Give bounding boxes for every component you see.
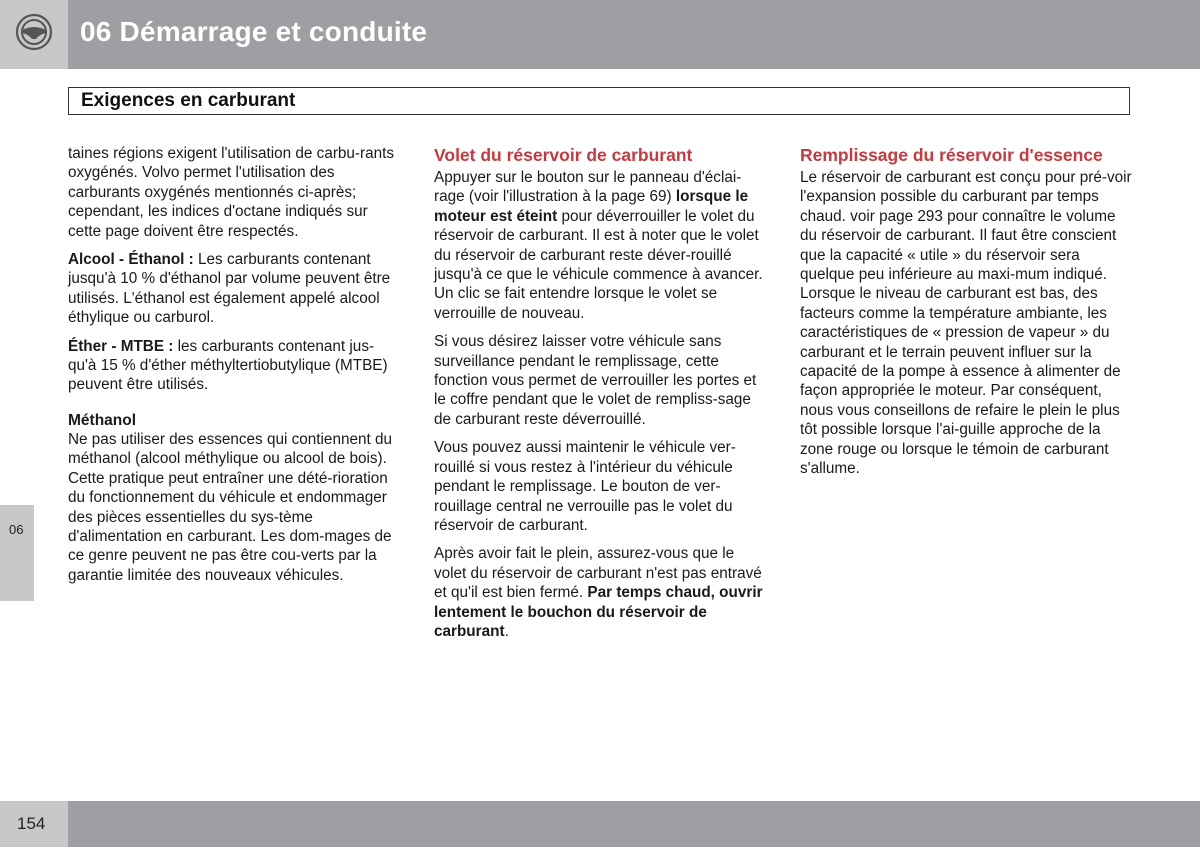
text-column-3 <box>800 144 1132 488</box>
paragraph: Ne pas utiliser des essences qui contiennent du méthanol (alcool méthylique ou alcool de bois). Cette pratique peut entraîner une dété-rioration du fonctionnement du véhicule et endommager des pièces essentielles du sys-tème d'alimentation en carburant. Les dom-mages de ce genre peuvent ne pas être cou-verts par la garantie limitée des nouveaux véhicules. <box>68 430 392 584</box>
bold-warning: Par temps chaud, ouvrir lentement le bouchon du réservoir de carburant <box>434 584 763 640</box>
steering-wheel-icon <box>15 13 53 51</box>
chapter-side-tab <box>0 505 34 601</box>
paragraph-text: les carburants contenant jus-qu'à 15 % d'éther méthyltertiobutylique (MTBE) peuvent être utilisés. <box>68 337 388 394</box>
bold-term: Alcool - Éthanol : <box>68 251 194 269</box>
footer-bar <box>68 801 1200 847</box>
footer-page-box <box>0 801 68 847</box>
chapter-icon-box <box>0 0 68 69</box>
text-column-1 <box>68 144 398 594</box>
section-title: Exigences en carburant <box>81 90 296 111</box>
page-number: 154 <box>17 814 46 833</box>
side-tab-label: 06 <box>9 522 24 537</box>
bold-term: lorsque le moteur est éteint <box>434 188 749 225</box>
paragraph: taines régions exigent l'utilisation de carbu-rants oxygénés. Volvo permet l'utilisation des carburants oxygénés mentionnés ci-après; cependant, les indices d'octane indiqués sur cette page doivent être respectés. <box>68 145 395 240</box>
paragraph-text: Après avoir fait le plein, assurez-vous que le volet du réservoir de carburant n'est pas entravé et qu'il est bien fermé. <box>434 545 762 602</box>
paragraph: Vous pouvez aussi maintenir le véhicule ver-rouillé si vous restez à l'intérieur du véhicule pendant le remplissage. Le bouton de ver-rouillage central ne verrouille pas le volet du réservoir de carburant. <box>434 439 736 534</box>
paragraph-text: Appuyer sur le bouton sur le panneau d'éclai-rage (voir l'illustration à la page 69) <box>434 169 742 206</box>
bold-term: Éther - MTBE : <box>68 337 174 355</box>
paragraph <box>434 544 766 641</box>
chapter-title: 06 Démarrage et conduite <box>80 16 428 47</box>
heading-fuel-door: Volet du réservoir de carburant <box>434 145 693 165</box>
paragraph: Le réservoir de carburant est conçu pour pré-voir l'expansion possible du carburant par temps chaud. voir page 293 pour connaître le volume du réservoir de carburant. Il faut être conscient que la capacité « utile » du réservoir sera quelque peu inférieure au maxi-mum indiqué. Lorsque le niveau de carburant est bas, des facteurs comme la température ambiante, les caractéristiques de « pression de vapeur » du carburant et le terrain peuvent influer sur la capacité de la pompe à essence à alimenter de façon appropriée le moteur. Par conséquent, nous vous conseillons de refaire le plein le plus tôt possible lorsque l'ai-guille approche de la zone rouge ou lorsque le témoin de carburant s'allume. <box>800 169 1132 478</box>
paragraph-text: pour déverrouiller le volet du réservoir de carburant. Il est à noter que le volet du réservoir de carburant reste déver-rouillé jusqu'à ce que le véhicule commence à avancer. Un clic se fait entendre lorsque le volet se verrouille de nouveau. <box>434 207 763 322</box>
paragraph-text: Les carburants contenant jusqu'à 10 % d'éthanol par volume peuvent être utilisés. L'éthanol est également appelé alcool éthylique ou carburol. <box>68 251 391 327</box>
paragraph-text: . <box>504 622 509 640</box>
section-title-box <box>68 87 1130 115</box>
heading-refueling: Remplissage du réservoir d'essence <box>800 145 1103 165</box>
subheading-methanol: Méthanol <box>68 411 137 429</box>
text-column-2 <box>434 144 766 650</box>
paragraph: Si vous désirez laisser votre véhicule sans surveillance pendant le remplissage, cette fonction vous permet de verrouiller les portes et le coffre pendant que le volet de rempliss-sage de carburant reste déverrouillé. <box>434 333 757 428</box>
paragraph <box>68 250 398 328</box>
paragraph <box>434 168 766 323</box>
paragraph <box>68 337 398 395</box>
